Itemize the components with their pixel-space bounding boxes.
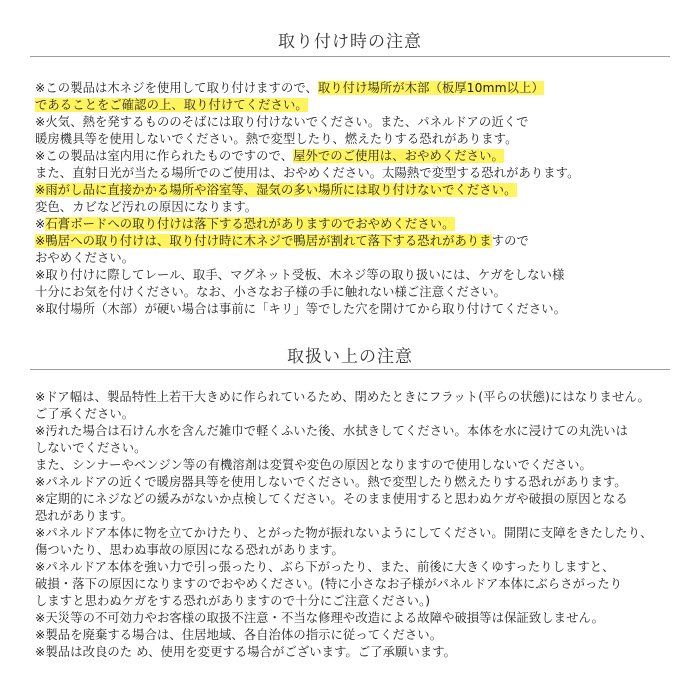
text-line [35,525,675,542]
text-segment: しますと思わぬケガをする恐れがありますので十分にご注意ください。) [35,594,431,608]
text-line [35,131,675,148]
text-line [35,593,675,610]
text-line [35,508,675,525]
text-line [35,627,675,644]
text-line [35,542,675,559]
text-line [35,216,675,233]
text-segment: ※定期的にネジなどの緩みがないか点検してください。そのまま使用すると思わぬケガや破損の原因となる [35,492,628,506]
text-line [35,233,675,250]
handling-notes-body [35,389,675,661]
highlighted-text: ※鴨居への取り付けは、取り付け時に木ネジで鴨居が割れて落下する恐れがありま [35,234,492,248]
text-segment: 破損・落下の原因になりますのでおやめください。(特に小さなお子様がパネルドア本体にぶらさがったり [35,577,623,591]
text-segment: ※パネルドア本体を強い力で引っ張ったり、ぶら下がったり、また、前後に大きくゆすったりしますと、 [35,560,615,574]
text-segment: また、シンナーやベンジン等の有機溶剤は変質や変色の原因となりますので使用しないでください。 [35,458,592,472]
text-segment: 恐れがあります。 [35,509,134,523]
text-line [35,267,675,284]
text-line [35,148,675,165]
highlighted-text: ※雨がし品に直接かかる場所や浴室等、湿気の多い場所には取り付けないでください。 [35,183,517,197]
text-segment: ※製品は改良のた め、使用を変更する場合がございます。ご了承願います。 [35,645,457,659]
text-line [35,457,675,474]
text-segment: すので [491,234,529,248]
text-segment: ※この製品は木ネジを使用して取り付けますので、 [35,81,318,95]
text-line [35,199,675,216]
highlighted-text: であることをご確認の上、取り付けてください。 [35,98,308,112]
text-line [35,114,675,131]
text-line [35,80,675,97]
text-segment: 変色、カビなど汚れの原因になります。 [35,200,258,214]
text-line [35,576,675,593]
text-line [35,491,675,508]
text-segment: ※火気、熱を発するもののそばには取り付けないでください。また、パネルドアの近くで [35,115,529,129]
text-line [35,284,675,301]
text-line [35,389,675,406]
text-segment: ※取付場所（木部）が硬い場合は事前に「キリ」等でした穴を開けてから取り付けてください。 [35,302,567,316]
installation-notes-title: 取り付け時の注意 [278,32,422,52]
text-line [35,474,675,491]
handling-notes-title: 取扱い上の注意 [287,347,413,367]
section-divider [30,369,670,370]
text-line [35,97,675,114]
highlighted-text: 石膏ボードへの取り付けは落下する恐れがありますのでおやめください。 [45,217,455,231]
text-segment: ※この製品は室内用に作られたものですので、 [35,149,294,163]
text-segment: しないでください。 [35,441,147,455]
text-segment: ※取り付けに際してレール、取手、マグネット受板、木ネジ等の取り扱いには、ケガをしない様 [35,268,565,282]
text-line [35,644,675,661]
text-line [35,559,675,576]
text-line [35,440,675,457]
text-segment: 暖房機具等を使用しないでください。熱で変型したり、燃えたりする恐れがあります。 [35,132,518,146]
text-line [35,406,675,423]
highlighted-text: 屋外でのご使用は、おやめください。 [293,149,504,163]
text-segment: ご了承ください。 [35,407,135,421]
text-segment: ※汚れた場合は石けん水を含んだ雑巾で軽くふいた後、水拭きしてください。本体を水に浸けての丸洗いは [35,424,629,438]
text-segment: おやめください。 [35,251,135,265]
text-segment: ※ [35,217,46,231]
installation-notes-body [35,80,675,318]
text-segment: ※製品を廃棄する場合は、住居地域、各自治体の指示に従ってください。 [35,628,443,642]
text-segment: 傷ついたり、思わぬ事故の原因になる恐れがあります。 [35,543,344,557]
text-segment: また、直射日光が当たる場所でのご使用は、おやめください。太陽熱で変型する恐れがあります。 [35,166,580,180]
text-line [35,165,675,182]
text-segment: ※天災等の不可効力やお客様の取扱不注意・不当な修理や改造による故障や破損等は保証致しません。 [35,611,605,625]
text-line [35,301,675,318]
text-segment: ※パネルドア本体に物を立てかけたり、とがった物が振れないようにしてください。開閉に支障をきたしたり、 [35,526,653,540]
text-segment: 十分にお気を付けください。なお、小さなお子様の手に触れない様ご注意ください。 [35,285,507,299]
highlighted-text: 取り付け場所が木部（板厚10mm以上） [317,81,544,95]
text-segment: ※パネルドアの近くで暖房器具等を使用しないでください。熱で変型したり燃えたりする恐れがあります。 [35,475,627,489]
text-segment: ※ドア幅は、製品特性上若干大きめに作られているため、閉めたときにフラット(平らの状態)にはなりません。 [35,390,650,404]
text-line [35,182,675,199]
text-line [35,250,675,267]
text-line [35,423,675,440]
section-divider [30,56,670,57]
text-line [35,610,675,627]
